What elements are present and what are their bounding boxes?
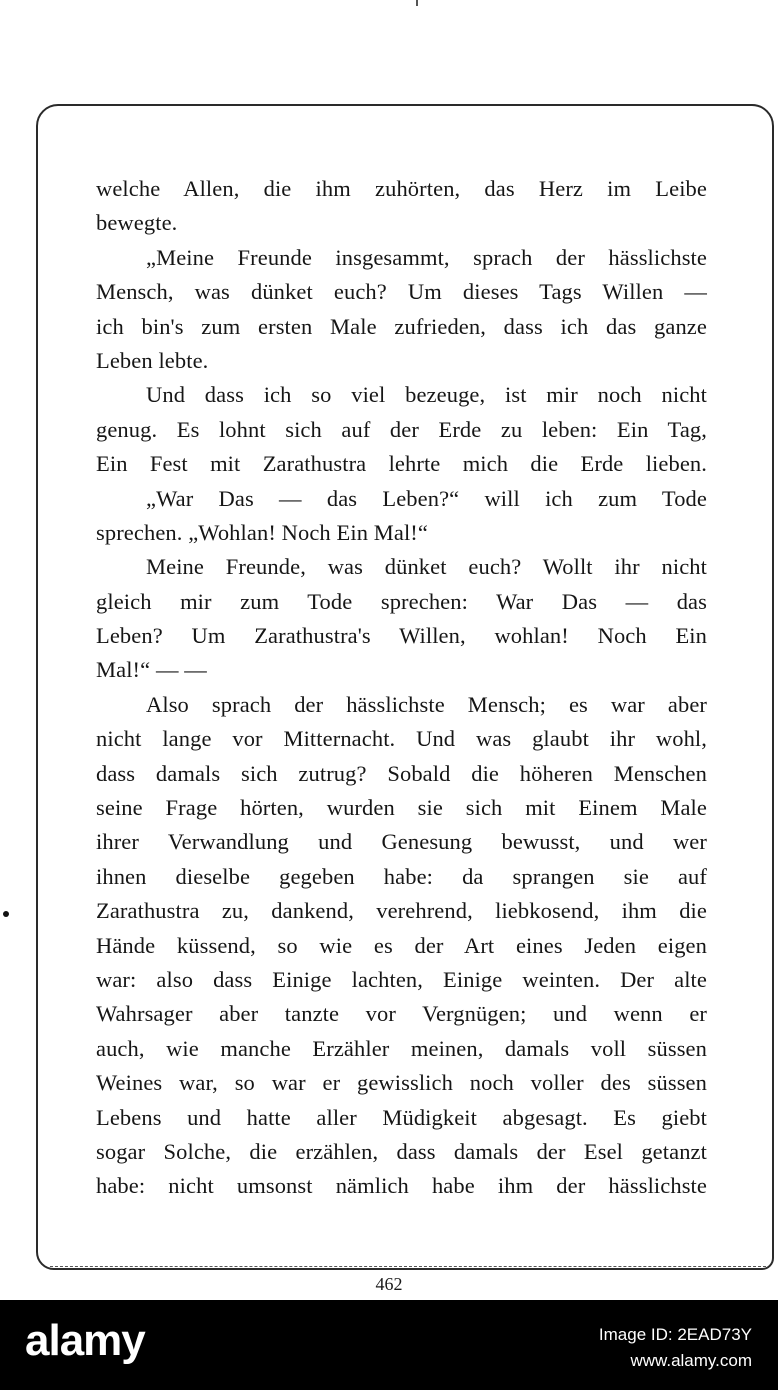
text-line: ich bin's zum ersten Male zufrieden, dass ich das ganze <box>96 313 707 339</box>
watermark-image-id: Image ID: 2EAD73Y <box>598 1325 752 1344</box>
text-line: Also sprach der hässlichste Mensch; es war aber <box>146 691 707 717</box>
top-margin-mark <box>416 0 418 6</box>
text-line: Mensch, was dünket euch? Um dieses Tags Willen — <box>96 279 707 305</box>
page-border-bottom-rule <box>50 1266 766 1267</box>
watermark-logo: alamy <box>25 1316 145 1365</box>
watermark-site: www.alamy.com <box>630 1351 752 1370</box>
text-line: Und dass ich so viel bezeuge, ist mir noch nicht <box>146 382 707 408</box>
text-line: Meine Freunde, was dünket euch? Wollt ihr nicht <box>146 554 707 580</box>
text-line: Lebens und hatte aller Müdigkeit abgesagt. Es giebt <box>96 1104 707 1130</box>
text-line: ihrer Verwandlung und Genesung bewusst, und wer <box>96 829 707 855</box>
text-line: dass damals sich zutrug? Sobald die höheren Menschen <box>96 760 707 786</box>
text-line: Leben? Um Zarathustra's Willen, wohlan! Noch Ein <box>96 623 707 649</box>
text-line: genug. Es lohnt sich auf der Erde zu leben: Ein Tag, <box>96 416 707 442</box>
page-number: 462 <box>375 1274 403 1294</box>
text-line: Ein Fest mit Zarathustra lehrte mich die Erde lieben. <box>96 451 707 477</box>
text-line: sprechen. „Wohlan! Noch Ein Mal!“ <box>96 519 428 545</box>
text-line: Mal!“ — — <box>96 657 207 683</box>
text-line: Wahrsager aber tanzte vor Vergnügen; und wenn er <box>96 1001 707 1027</box>
text-line: habe: nicht umsonst nämlich habe ihm der hässlichste <box>96 1173 707 1199</box>
text-line: seine Frage hörten, wurden sie sich mit Einem Male <box>96 795 707 821</box>
text-line: sogar Solche, die erzählen, dass damals der Esel getanzt <box>96 1138 707 1164</box>
margin-dot <box>3 911 9 917</box>
text-line: nicht lange vor Mitternacht. Und was glaubt ihr wohl, <box>96 726 707 752</box>
text-line: Weines war, so war er gewisslich noch voller des süssen <box>96 1070 707 1096</box>
text-line: ihnen dieselbe gegeben habe: da sprangen sie auf <box>96 863 707 889</box>
watermark-meta <box>599 1322 752 1374</box>
watermark-footer <box>0 1300 778 1390</box>
text-line: auch, wie manche Erzähler meinen, damals voll süssen <box>96 1035 707 1061</box>
text-line: Leben lebte. <box>96 347 209 373</box>
page-text <box>96 172 707 1204</box>
text-line: Hände küssend, so wie es der Art eines Jeden eigen <box>96 932 707 958</box>
text-line: welche Allen, die ihm zuhörten, das Herz im Leibe <box>96 176 707 201</box>
text-line: gleich mir zum Tode sprechen: War Das — das <box>96 588 707 614</box>
text-line: bewegte. <box>96 210 178 236</box>
text-line: war: also dass Einige lachten, Einige weinten. Der alte <box>96 966 707 992</box>
text-line: Zarathustra zu, dankend, verehrend, liebkosend, ihm die <box>96 898 707 924</box>
text-line: „War Das — das Leben?“ will ich zum Tode <box>146 485 707 511</box>
text-line: „Meine Freunde insgesammt, sprach der hässlichste <box>146 244 707 270</box>
